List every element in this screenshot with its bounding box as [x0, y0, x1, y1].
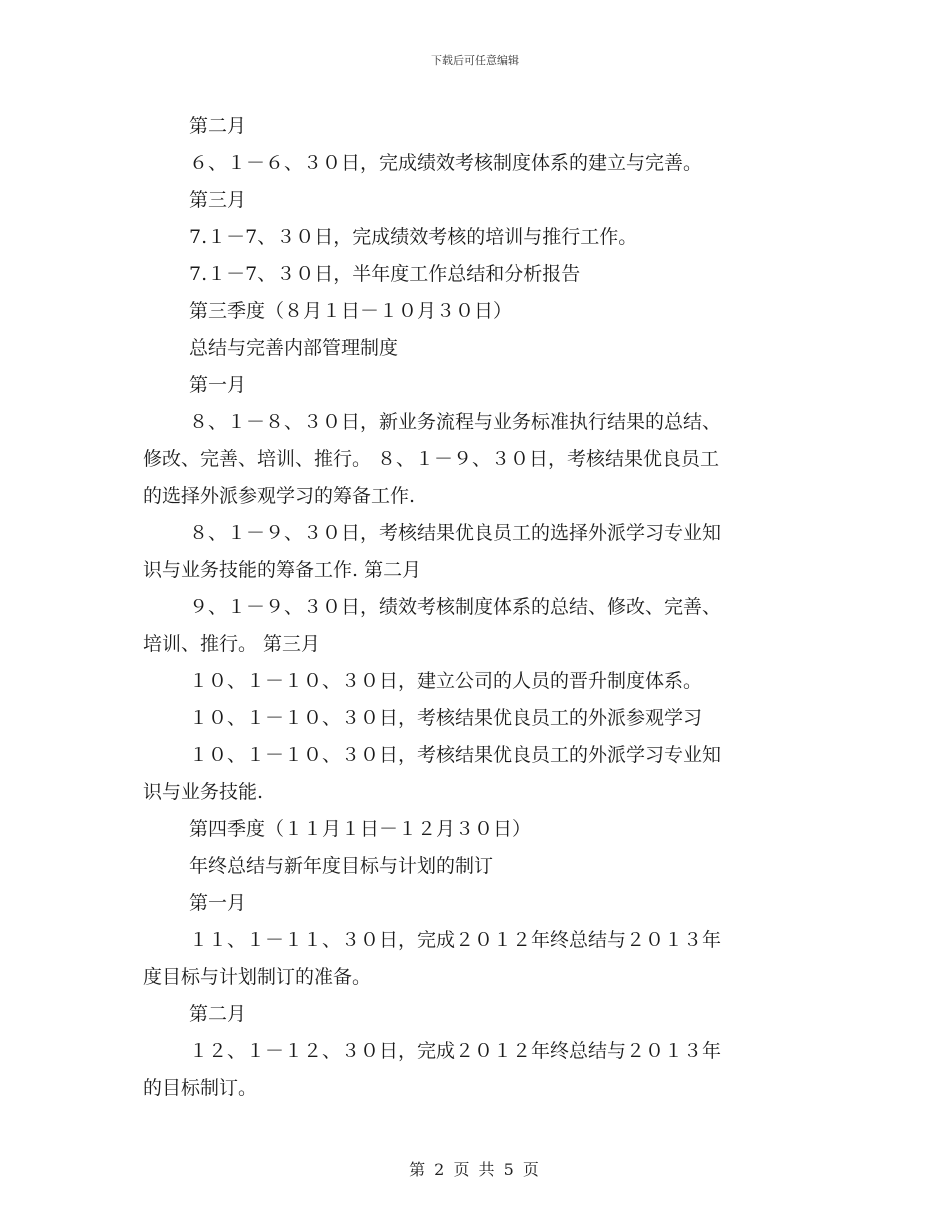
text-line: 第三月	[189, 189, 247, 211]
page-footer: 第 2 页 共 5 页	[409, 1160, 541, 1179]
text-line: ６、１－６、３０日，完成绩效考核制度体系的建立与完善。	[189, 152, 703, 174]
text-line: ９、１－９、３０日，绩效考核制度体系的总结、修改、完善、	[189, 596, 722, 618]
text-line: 培训、推行。 第三月	[143, 633, 321, 655]
text-line: 修改、完善、培训、推行。 ８、１－９、３０日，考核结果优良员工	[143, 448, 720, 470]
text-line: ８、１－９、３０日，考核结果优良员工的选择外派学习专业知	[189, 522, 722, 544]
text-line: 第三季度（８月１日－１０月３０日）	[189, 300, 513, 322]
text-line: 第二月	[189, 115, 247, 137]
text-line: 识与业务技能的筹备工作. 第二月	[143, 559, 422, 581]
text-line: １０、１－１０、３０日，考核结果优良员工的外派参观学习	[189, 707, 703, 729]
document-body	[143, 108, 803, 1107]
text-line: 的目标制订。	[143, 1077, 258, 1099]
text-line: 年终总结与新年度目标与计划的制订	[189, 855, 494, 877]
text-line: 度目标与计划制订的准备。	[143, 966, 372, 988]
text-line: 第一月	[189, 892, 247, 914]
text-line: １０、１－１０、３０日，建立公司的人员的晋升制度体系。	[189, 670, 703, 692]
text-line: 第一月	[189, 374, 247, 396]
text-line: 7.１－7、３０日，完成绩效考核的培训与推行工作。	[189, 226, 638, 248]
text-line: 总结与完善内部管理制度	[189, 337, 399, 359]
text-line: 第四季度（１１月１日－１２月３０日）	[189, 818, 532, 840]
text-line: １１、１－１１、３０日，完成２０１２年终总结与２０１３年	[189, 929, 722, 951]
text-line: １０、１－１０、３０日，考核结果优良员工的外派学习专业知	[189, 744, 722, 766]
page-header: 下载后可任意编辑	[431, 54, 519, 67]
text-line: 识与业务技能.	[143, 781, 264, 803]
text-line: １２、１－１２、３０日，完成２０１２年终总结与２０１３年	[189, 1040, 722, 1062]
text-line: 的选择外派参观学习的筹备工作.	[143, 485, 416, 507]
text-line: 第二月	[189, 1003, 247, 1025]
text-line: 7.１－7、３０日，半年度工作总结和分析报告	[189, 263, 581, 285]
text-line: ８、１－８、３０日，新业务流程与业务标准执行结果的总结、	[189, 411, 722, 433]
